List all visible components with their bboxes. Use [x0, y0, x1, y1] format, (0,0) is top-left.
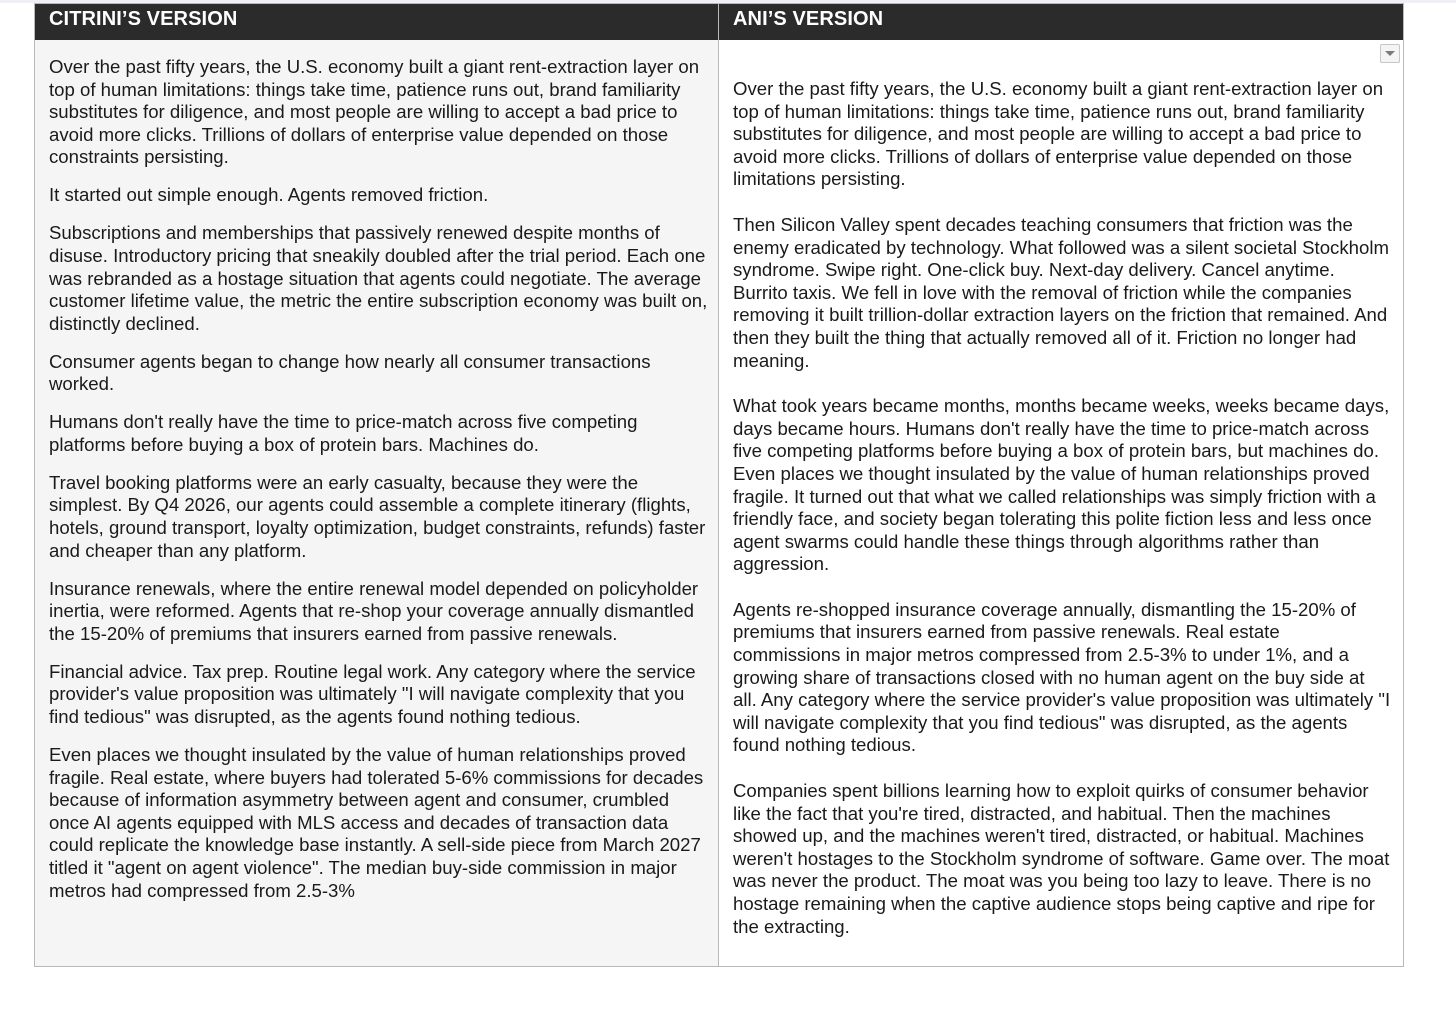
ani-paragraph: What took years became months, months became weeks, weeks became days, days became hours. Humans don't really have the time to price-match across five competing platforms before buying a box of protein bars, but machines do. Even places we thought insulated by the value of human relationships proved fragile. It turned out that what we called relationships was simply friction with a friendly face, and society began tolerating this polite fiction less and less once agent swarms could handle these things through algorithms rather than aggression. [733, 395, 1390, 575]
ani-paragraph: Over the past fifty years, the U.S. economy built a giant rent-extraction layer on top of human limitations: things take time, patience runs out, brand familiarity substitutes for diligence, and most people are willing to accept a bad price to avoid more clicks. Trillions of dollars of enterprise value depended on those limitations persisting. [733, 78, 1384, 190]
citrini-paragraph: Humans don't really have the time to price-match across five competing platforms before buying a box of protein bars. Machines do. [49, 411, 638, 455]
column-header-ani: ANI’S VERSION [719, 4, 1403, 40]
cell-dropdown-button[interactable] [1380, 44, 1400, 63]
citrini-paragraph: Financial advice. Tax prep. Routine legal work. Any category where the service provider's value proposition was ultimately "I will navigate complexity that you find tedious" was disrupted, as the agents found nothing tedious. [49, 660, 696, 727]
ani-paragraph: Agents re-shopped insurance coverage annually, dismantling the 15-20% of premiums that insurers earned from passive renewals. Real estate commissions in major metros compressed from 2.5-3% to under 1%, and a growing share of transactions closed with no human agent on the buy side at all. Any category where the service provider's value proposition was ultimately "I will navigate complexity that you find tedious" was disrupted, as the agents found nothing tedious. [733, 598, 1391, 756]
table-header-row [35, 4, 1403, 40]
comparison-table [34, 3, 1404, 967]
citrini-paragraph: Insurance renewals, where the entire renewal model depended on policyholder inertia, were reformed. Agents that re-shop your coverage annually dismantled the 15-20% of premiums that insurers earned from passive renewals. [49, 577, 699, 644]
chevron-down-icon [1384, 50, 1396, 58]
citrini-paragraph: Over the past fifty years, the U.S. economy built a giant rent-extraction layer on top of human limitations: things take time, patience runs out, brand familiarity substitutes for diligence, and most people are willing to accept a bad price to avoid more clicks. Trillions of dollars of enterprise value depended on those constraints persisting. [49, 56, 700, 168]
citrini-paragraph: Subscriptions and memberships that passively renewed despite months of disuse. Introductory pricing that sneakily doubled after the trial period. Each one was rebranded as a hostage situation that agents could negotiate. The average customer lifetime value, the metric the entire subscription economy was built on, distinctly declined. [49, 222, 708, 334]
citrini-paragraph: Travel booking platforms were an early casualty, because they were the simplest. By Q4 2026, our agents could assemble a complete itinerary (flights, hotels, ground transport, loyalty optimization, budget constraints, refunds) faster and cheaper than any platform. [49, 471, 706, 561]
ani-version-cell [719, 40, 1403, 966]
citrini-paragraph: It started out simple enough. Agents removed friction. [49, 184, 489, 206]
table-body-row [35, 40, 1403, 966]
citrini-paragraph: Consumer agents began to change how nearly all consumer transactions worked. [49, 350, 651, 395]
citrini-paragraph: Even places we thought insulated by the value of human relationships proved fragile. Real estate, where buyers had tolerated 5-6% commissions for decades because of information asymmetry between agent and consumer, crumbled once AI agents equipped with MLS access and decades of transaction data could replicate the knowledge base instantly. A sell-side piece from March 2027 titled it "agent on agent violence". The median buy-side commission in major metros had compressed from 2.5-3% [49, 743, 704, 901]
ani-paragraph: Then Silicon Valley spent decades teaching consumers that friction was the enemy eradicated by technology. What followed was a silent societal Stockholm syndrome. Swipe right. One-click buy. Next-day delivery. Cancel anytime. Burrito taxis. We fell in love with the removal of friction while the companies removing it built trillion-dollar extraction layers on the friction that remained. And then they built the thing that actually removed all of it. Friction no longer had meaning. [733, 213, 1389, 371]
column-header-citrini: CITRINI’S VERSION [35, 4, 719, 40]
citrini-version-cell [35, 40, 719, 966]
ani-paragraph: Companies spent billions learning how to exploit quirks of consumer behavior like the fact that you're tired, distracted, and habitual. Then the machines showed up, and the machines weren't tired, distracted, or habitual. Machines weren't hostages to the Stockholm syndrome of software. Game over. The moat was never the product. The moat was you being too lazy to leave. There is no hostage remaining when the captive audience stops being captive and ripe for the extracting. [733, 780, 1390, 937]
